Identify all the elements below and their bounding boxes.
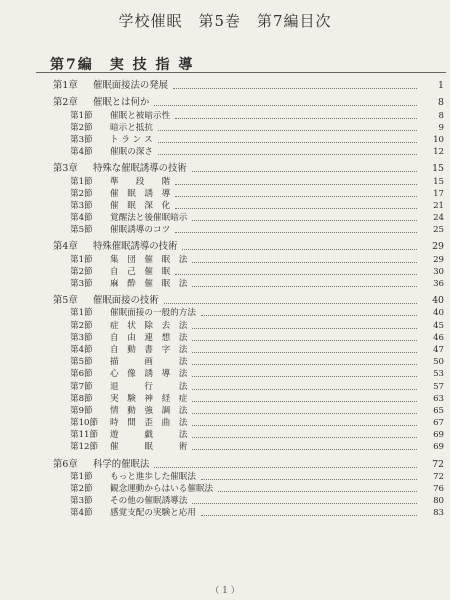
toc-chapter-row — [0, 163, 450, 175]
toc-page-number: 15 — [432, 163, 444, 175]
toc-title: 特殊な催眠誘導の技術 — [93, 163, 187, 175]
toc-title: 催眠誘導のコツ — [110, 225, 171, 236]
toc-number: 第5節 — [70, 357, 93, 368]
toc-number: 第1章 — [53, 80, 78, 92]
toc-page-number: 17 — [433, 188, 444, 199]
leader-dots — [182, 248, 417, 250]
toc-title: 退 行 法 — [110, 381, 188, 392]
toc-title: 自 己 催 眠 — [110, 266, 171, 277]
toc-number: 第4節 — [70, 213, 93, 224]
toc-section-row — [0, 224, 450, 236]
toc-section-row — [0, 507, 450, 519]
toc-title: 催眠の深さ — [110, 147, 153, 158]
toc-number: 第4節 — [70, 147, 93, 158]
leader-dots — [175, 195, 417, 197]
toc-title: 催 眠 深 化 — [110, 200, 171, 211]
leader-dots — [164, 302, 417, 304]
leader-dots — [192, 436, 417, 438]
leader-dots — [192, 219, 417, 221]
toc-title: 催 眠 術 — [110, 442, 188, 453]
leader-dots — [158, 129, 417, 131]
toc-title: その他の催眠誘導法 — [110, 496, 188, 507]
leader-dots — [192, 448, 417, 450]
leader-dots — [218, 490, 417, 492]
leader-dots — [158, 141, 417, 143]
toc-title: 集 団 催 眠 法 — [110, 254, 188, 265]
toc-page-number: 46 — [433, 332, 444, 343]
toc-page-number: 80 — [433, 496, 444, 507]
toc-section-row — [0, 278, 450, 290]
toc-page-number: 69 — [433, 430, 444, 441]
leader-dots — [192, 327, 417, 329]
toc-title: 描 画 法 — [110, 357, 188, 368]
toc-number: 第2節 — [70, 188, 93, 199]
toc-section-row — [0, 368, 450, 380]
leader-dots — [192, 170, 417, 172]
toc-section-row — [0, 483, 450, 495]
leader-dots — [158, 153, 417, 155]
toc-number: 第3節 — [70, 200, 93, 211]
toc-chapter-row — [0, 97, 450, 109]
toc-number: 第3章 — [53, 163, 78, 175]
toc-chapter-row — [0, 295, 450, 307]
toc-page-number: 40 — [433, 308, 444, 319]
leader-dots — [201, 514, 417, 516]
toc-number: 第5節 — [70, 225, 93, 236]
toc-section-row — [0, 356, 450, 368]
table-of-contents — [0, 80, 450, 519]
toc-section-row — [0, 122, 450, 134]
toc-page-number: 57 — [433, 381, 444, 392]
leader-dots — [192, 424, 417, 426]
toc-section-row — [0, 344, 450, 356]
leader-dots — [192, 412, 417, 414]
toc-number: 第12節 — [70, 442, 99, 453]
toc-number: 第1節 — [70, 110, 93, 121]
toc-number: 第1節 — [70, 308, 93, 319]
toc-page-number: 29 — [432, 241, 444, 253]
toc-number: 第3節 — [70, 332, 93, 343]
toc-number: 第6章 — [53, 458, 78, 470]
toc-number: 第6節 — [70, 369, 93, 380]
toc-title: 遊 戯 法 — [110, 430, 188, 441]
toc-page-number: 24 — [433, 213, 444, 224]
leader-dots — [175, 117, 417, 119]
toc-section-row — [0, 307, 450, 319]
toc-title: 観念運動からはいる催眠法 — [110, 484, 214, 494]
toc-title: 催眠面接の一般的方法 — [110, 308, 196, 319]
toc-title: 暗示と抵抗 — [110, 122, 153, 133]
toc-section-row — [0, 200, 450, 212]
toc-section-row — [0, 495, 450, 507]
toc-title: 催 眠 誘 導 — [110, 188, 171, 199]
toc-number: 第7節 — [70, 381, 93, 392]
toc-page-number: 72 — [432, 458, 444, 470]
toc-page-number: 76 — [433, 484, 444, 494]
toc-title: 時 間 歪 曲 法 — [110, 418, 188, 429]
leader-dots — [192, 375, 417, 377]
toc-section-row — [0, 266, 450, 278]
toc-number: 第1節 — [70, 471, 93, 482]
toc-section-row — [0, 471, 450, 483]
toc-section-row — [0, 109, 450, 121]
toc-title: 準 段 階 — [110, 176, 171, 187]
toc-title: 自 動 書 字 法 — [110, 344, 188, 355]
leader-dots — [192, 351, 417, 353]
toc-number: 第4章 — [53, 241, 78, 253]
page-header: 学校催眠 第5巻 第7編目次 — [118, 12, 332, 30]
toc-title: 催眠面接法の発展 — [93, 80, 169, 92]
toc-number: 第4節 — [70, 344, 93, 355]
toc-number: 第2節 — [70, 320, 93, 331]
leader-dots — [192, 502, 417, 504]
toc-section-row — [0, 332, 450, 344]
toc-number: 第11節 — [70, 430, 99, 441]
leader-dots — [175, 231, 417, 233]
toc-section-row — [0, 393, 450, 405]
part-title: 第7編 実 技 指 導 — [50, 57, 195, 73]
toc-number: 第10節 — [70, 418, 99, 429]
toc-section-row — [0, 429, 450, 441]
toc-title: 覚醒法と後催眠暗示 — [110, 213, 188, 224]
leader-dots — [192, 261, 417, 263]
toc-number: 第2節 — [70, 266, 93, 277]
leader-dots — [201, 478, 417, 480]
toc-number: 第9節 — [70, 405, 93, 416]
toc-section-row — [0, 212, 450, 224]
leader-dots — [175, 183, 417, 185]
toc-page-number: 21 — [433, 200, 444, 211]
toc-section-row — [0, 380, 450, 392]
toc-section-row — [0, 319, 450, 331]
toc-section-row — [0, 417, 450, 429]
toc-title: 感覚支配の実験と応用 — [110, 508, 196, 519]
toc-title: 実 験 神 経 症 — [110, 393, 188, 404]
toc-page-number: 47 — [433, 344, 444, 355]
toc-section-row — [0, 253, 450, 265]
toc-section-row — [0, 188, 450, 200]
toc-title: 催眠と被暗示性 — [110, 110, 171, 121]
toc-number: 第4節 — [70, 508, 93, 519]
toc-page-number: 83 — [433, 508, 444, 519]
toc-page-number: 53 — [433, 369, 444, 380]
toc-number: 第2節 — [70, 484, 93, 494]
page-number: （ 1 ） — [210, 586, 240, 596]
toc-number: 第1節 — [70, 176, 93, 187]
leader-dots — [192, 363, 417, 365]
toc-number: 第2節 — [70, 122, 93, 133]
toc-page-number: 25 — [433, 225, 444, 236]
toc-page-number: 15 — [433, 176, 444, 187]
toc-title: 麻 酔 催 眠 法 — [110, 279, 188, 289]
title-rule — [36, 72, 446, 73]
toc-number: 第2章 — [53, 97, 78, 109]
leader-dots — [154, 466, 417, 468]
toc-chapter-row — [0, 241, 450, 253]
leader-dots — [192, 339, 417, 341]
toc-title: 催眠面接の技術 — [93, 295, 159, 307]
toc-page-number: 12 — [433, 147, 444, 158]
toc-page-number: 1 — [438, 80, 444, 92]
toc-section-row — [0, 441, 450, 453]
toc-page-number: 69 — [433, 442, 444, 453]
toc-number: 第1節 — [70, 254, 93, 265]
toc-page-number: 8 — [438, 97, 444, 109]
toc-number: 第5章 — [53, 295, 78, 307]
toc-page-number: 63 — [433, 393, 444, 404]
toc-chapter-row — [0, 80, 450, 92]
leader-dots — [154, 104, 417, 106]
toc-number: 第3節 — [70, 279, 93, 289]
toc-page-number: 36 — [433, 279, 444, 289]
toc-section-row — [0, 146, 450, 158]
toc-chapter-row — [0, 458, 450, 470]
toc-number: 第3節 — [70, 134, 93, 145]
toc-section-row — [0, 134, 450, 146]
toc-page-number: 50 — [433, 357, 444, 368]
toc-title: ト ラ ン ス — [110, 134, 153, 145]
leader-dots — [192, 400, 417, 402]
toc-page-number: 72 — [433, 471, 444, 482]
toc-title: 科学的催眠法 — [93, 458, 150, 470]
leader-dots — [192, 388, 417, 390]
toc-page-number: 40 — [432, 295, 444, 307]
leader-dots — [201, 314, 417, 316]
toc-page-number: 45 — [433, 320, 444, 331]
leader-dots — [175, 273, 417, 275]
toc-title: もっと進歩した催眠法 — [110, 471, 196, 482]
toc-title: 心 像 誘 導 法 — [110, 369, 188, 380]
toc-page-number: 10 — [433, 134, 444, 145]
toc-page-number: 65 — [433, 405, 444, 416]
toc-number: 第3節 — [70, 496, 93, 507]
toc-page-number: 29 — [433, 254, 444, 265]
toc-section-row — [0, 175, 450, 187]
toc-page-number: 67 — [433, 418, 444, 429]
toc-number: 第8節 — [70, 393, 93, 404]
leader-dots — [192, 285, 417, 287]
toc-title: 特殊催眠誘導の技術 — [93, 241, 178, 253]
toc-page-number: 30 — [433, 266, 444, 277]
leader-dots — [175, 207, 417, 209]
toc-title: 催眠とは何か — [93, 97, 150, 109]
toc-title: 自 由 連 想 法 — [110, 332, 188, 343]
toc-title: 情 動 強 調 法 — [110, 405, 188, 416]
toc-page-number: 8 — [438, 110, 444, 121]
toc-section-row — [0, 405, 450, 417]
leader-dots — [173, 87, 417, 89]
toc-title: 症 状 除 去 法 — [110, 320, 188, 331]
toc-page-number: 9 — [438, 122, 444, 133]
